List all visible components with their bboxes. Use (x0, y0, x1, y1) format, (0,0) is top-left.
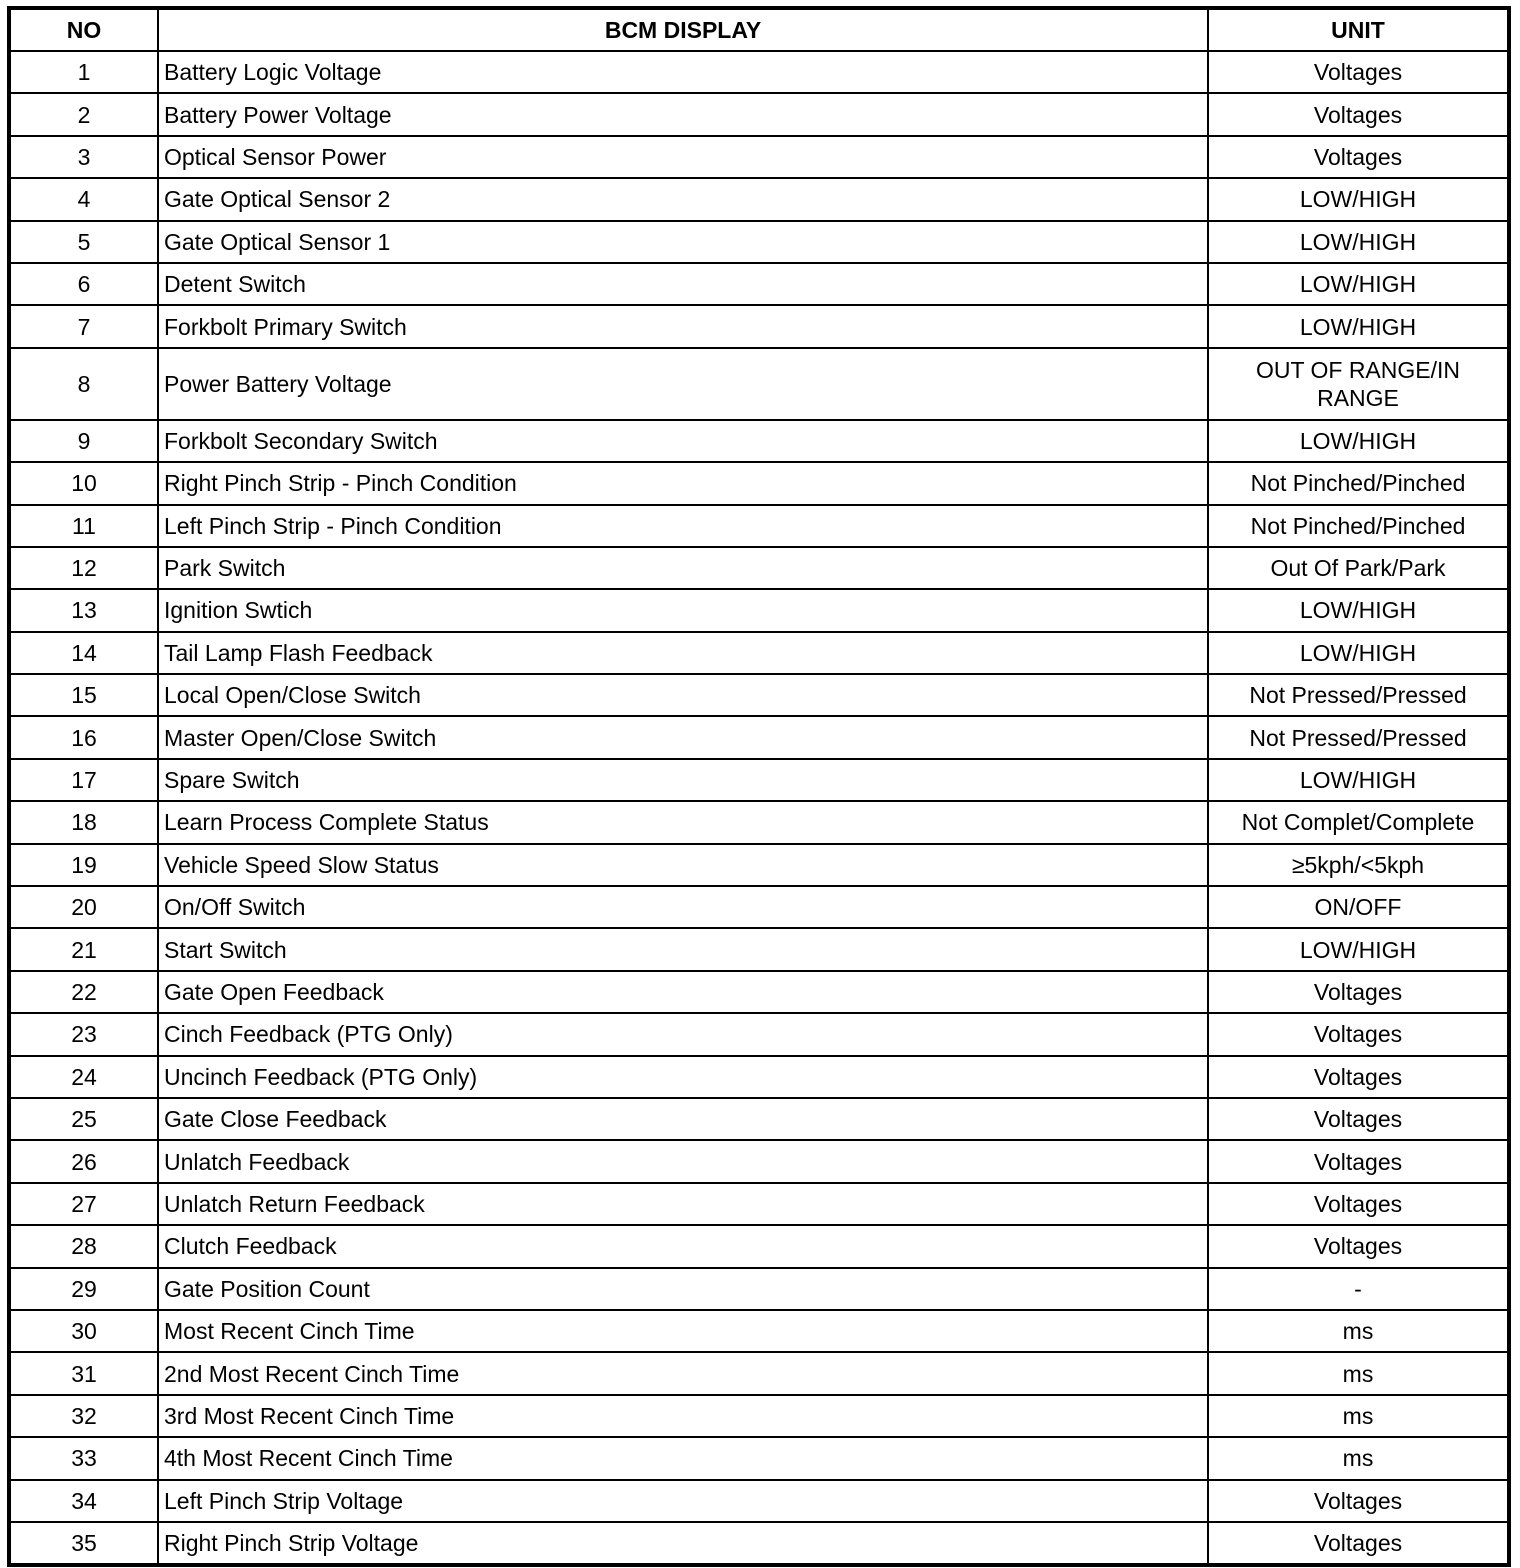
unit-cell: LOW/HIGH (1208, 420, 1509, 462)
row-number: 6 (9, 263, 158, 305)
row-number: 24 (9, 1056, 158, 1098)
table-row (9, 1310, 1509, 1352)
unit-cell: LOW/HIGH (1208, 632, 1509, 674)
row-number: 3 (9, 136, 158, 178)
bcm-display-cell: Left Pinch Strip - Pinch Condition (158, 505, 1208, 547)
table-row (9, 1013, 1509, 1055)
bcm-display-cell: Detent Switch (158, 263, 1208, 305)
bcm-display-cell: Forkbolt Secondary Switch (158, 420, 1208, 462)
bcm-display-cell: Gate Open Feedback (158, 971, 1208, 1013)
row-number: 28 (9, 1225, 158, 1267)
unit-cell: Voltages (1208, 971, 1509, 1013)
bcm-display-cell: Right Pinch Strip Voltage (158, 1522, 1208, 1565)
table-row (9, 505, 1509, 547)
row-number: 23 (9, 1013, 158, 1055)
unit-cell: Not Pressed/Pressed (1208, 674, 1509, 716)
table-row (9, 1437, 1509, 1479)
unit-cell: Voltages (1208, 51, 1509, 93)
header-bcm-display: BCM DISPLAY (158, 8, 1208, 51)
table-row (9, 632, 1509, 674)
bcm-display-cell: Clutch Feedback (158, 1225, 1208, 1267)
bcm-display-cell: Right Pinch Strip - Pinch Condition (158, 462, 1208, 504)
table-row (9, 305, 1509, 347)
unit-cell: LOW/HIGH (1208, 178, 1509, 220)
row-number: 7 (9, 305, 158, 347)
unit-cell: Not Pinched/Pinched (1208, 462, 1509, 504)
row-number: 5 (9, 221, 158, 263)
table-row (9, 886, 1509, 928)
unit-cell: Voltages (1208, 1183, 1509, 1225)
unit-cell: Not Complet/Complete (1208, 801, 1509, 843)
row-number: 2 (9, 93, 158, 135)
table-row (9, 547, 1509, 589)
bcm-display-cell: Battery Power Voltage (158, 93, 1208, 135)
row-number: 10 (9, 462, 158, 504)
table-row (9, 51, 1509, 93)
bcm-display-cell: Vehicle Speed Slow Status (158, 844, 1208, 886)
row-number: 22 (9, 971, 158, 1013)
row-number: 8 (9, 348, 158, 420)
table-row (9, 1056, 1509, 1098)
header-unit: UNIT (1208, 8, 1509, 51)
table-row (9, 971, 1509, 1013)
unit-cell: Out Of Park/Park (1208, 547, 1509, 589)
table-row (9, 1395, 1509, 1437)
bcm-display-cell: 2nd Most Recent Cinch Time (158, 1352, 1208, 1394)
bcm-display-cell: Gate Close Feedback (158, 1098, 1208, 1140)
unit-cell: Voltages (1208, 93, 1509, 135)
bcm-display-cell: 4th Most Recent Cinch Time (158, 1437, 1208, 1479)
unit-cell: ms (1208, 1437, 1509, 1479)
row-number: 29 (9, 1268, 158, 1310)
unit-cell: Voltages (1208, 1225, 1509, 1267)
bcm-display-table (7, 6, 1511, 1567)
table-row (9, 178, 1509, 220)
bcm-display-cell: Unlatch Return Feedback (158, 1183, 1208, 1225)
row-number: 16 (9, 716, 158, 758)
row-number: 32 (9, 1395, 158, 1437)
bcm-display-cell: On/Off Switch (158, 886, 1208, 928)
row-number: 9 (9, 420, 158, 462)
unit-cell: ms (1208, 1352, 1509, 1394)
row-number: 19 (9, 844, 158, 886)
unit-cell: Voltages (1208, 136, 1509, 178)
bcm-display-cell: Left Pinch Strip Voltage (158, 1480, 1208, 1522)
table-row (9, 1140, 1509, 1182)
row-number: 34 (9, 1480, 158, 1522)
bcm-display-cell: Forkbolt Primary Switch (158, 305, 1208, 347)
bcm-display-cell: Tail Lamp Flash Feedback (158, 632, 1208, 674)
bcm-display-cell: Master Open/Close Switch (158, 716, 1208, 758)
row-number: 30 (9, 1310, 158, 1352)
row-number: 18 (9, 801, 158, 843)
unit-cell: LOW/HIGH (1208, 263, 1509, 305)
row-number: 14 (9, 632, 158, 674)
table-row (9, 1098, 1509, 1140)
unit-cell: ms (1208, 1310, 1509, 1352)
row-number: 27 (9, 1183, 158, 1225)
row-number: 17 (9, 759, 158, 801)
table-row (9, 716, 1509, 758)
unit-cell: Not Pressed/Pressed (1208, 716, 1509, 758)
bcm-display-cell: Cinch Feedback (PTG Only) (158, 1013, 1208, 1055)
table-row (9, 674, 1509, 716)
table-row (9, 844, 1509, 886)
table-row (9, 1522, 1509, 1565)
bcm-display-cell: Unlatch Feedback (158, 1140, 1208, 1182)
row-number: 33 (9, 1437, 158, 1479)
unit-cell: Voltages (1208, 1013, 1509, 1055)
header-no: NO (9, 8, 158, 51)
table-row (9, 759, 1509, 801)
bcm-display-cell: Gate Optical Sensor 2 (158, 178, 1208, 220)
table-row (9, 93, 1509, 135)
table-row (9, 1480, 1509, 1522)
unit-cell: ON/OFF (1208, 886, 1509, 928)
row-number: 20 (9, 886, 158, 928)
unit-cell: Not Pinched/Pinched (1208, 505, 1509, 547)
row-number: 35 (9, 1522, 158, 1565)
row-number: 4 (9, 178, 158, 220)
bcm-display-cell: Spare Switch (158, 759, 1208, 801)
unit-cell: OUT OF RANGE/IN RANGE (1208, 348, 1509, 420)
unit-cell: ≥5kph/<5kph (1208, 844, 1509, 886)
unit-cell: ms (1208, 1395, 1509, 1437)
table-row (9, 462, 1509, 504)
table-row (9, 1225, 1509, 1267)
table-row (9, 136, 1509, 178)
unit-cell: LOW/HIGH (1208, 928, 1509, 970)
table-row (9, 1352, 1509, 1394)
bcm-display-cell: Local Open/Close Switch (158, 674, 1208, 716)
table-row (9, 589, 1509, 631)
row-number: 11 (9, 505, 158, 547)
bcm-display-cell: 3rd Most Recent Cinch Time (158, 1395, 1208, 1437)
row-number: 15 (9, 674, 158, 716)
unit-cell: Voltages (1208, 1480, 1509, 1522)
unit-cell: - (1208, 1268, 1509, 1310)
table-row (9, 1268, 1509, 1310)
bcm-display-cell: Park Switch (158, 547, 1208, 589)
table-row (9, 801, 1509, 843)
row-number: 25 (9, 1098, 158, 1140)
table-row (9, 420, 1509, 462)
table-row (9, 928, 1509, 970)
table-row (9, 1183, 1509, 1225)
row-number: 1 (9, 51, 158, 93)
row-number: 21 (9, 928, 158, 970)
unit-cell: Voltages (1208, 1140, 1509, 1182)
unit-cell: LOW/HIGH (1208, 759, 1509, 801)
bcm-display-cell: Power Battery Voltage (158, 348, 1208, 420)
row-number: 12 (9, 547, 158, 589)
bcm-display-cell: Uncinch Feedback (PTG Only) (158, 1056, 1208, 1098)
bcm-display-cell: Battery Logic Voltage (158, 51, 1208, 93)
row-number: 26 (9, 1140, 158, 1182)
bcm-display-cell: Most Recent Cinch Time (158, 1310, 1208, 1352)
bcm-display-cell: Optical Sensor Power (158, 136, 1208, 178)
table-row (9, 221, 1509, 263)
unit-cell: Voltages (1208, 1056, 1509, 1098)
bcm-display-cell: Gate Position Count (158, 1268, 1208, 1310)
row-number: 31 (9, 1352, 158, 1394)
header-row (9, 8, 1509, 51)
unit-cell: LOW/HIGH (1208, 221, 1509, 263)
bcm-display-cell: Learn Process Complete Status (158, 801, 1208, 843)
row-number: 13 (9, 589, 158, 631)
table-row (9, 263, 1509, 305)
bcm-display-cell: Ignition Swtich (158, 589, 1208, 631)
unit-cell: Voltages (1208, 1522, 1509, 1565)
table-body (9, 51, 1509, 1565)
unit-cell: Voltages (1208, 1098, 1509, 1140)
bcm-display-cell: Start Switch (158, 928, 1208, 970)
unit-cell: LOW/HIGH (1208, 305, 1509, 347)
unit-cell: LOW/HIGH (1208, 589, 1509, 631)
table-row (9, 348, 1509, 420)
bcm-display-cell: Gate Optical Sensor 1 (158, 221, 1208, 263)
